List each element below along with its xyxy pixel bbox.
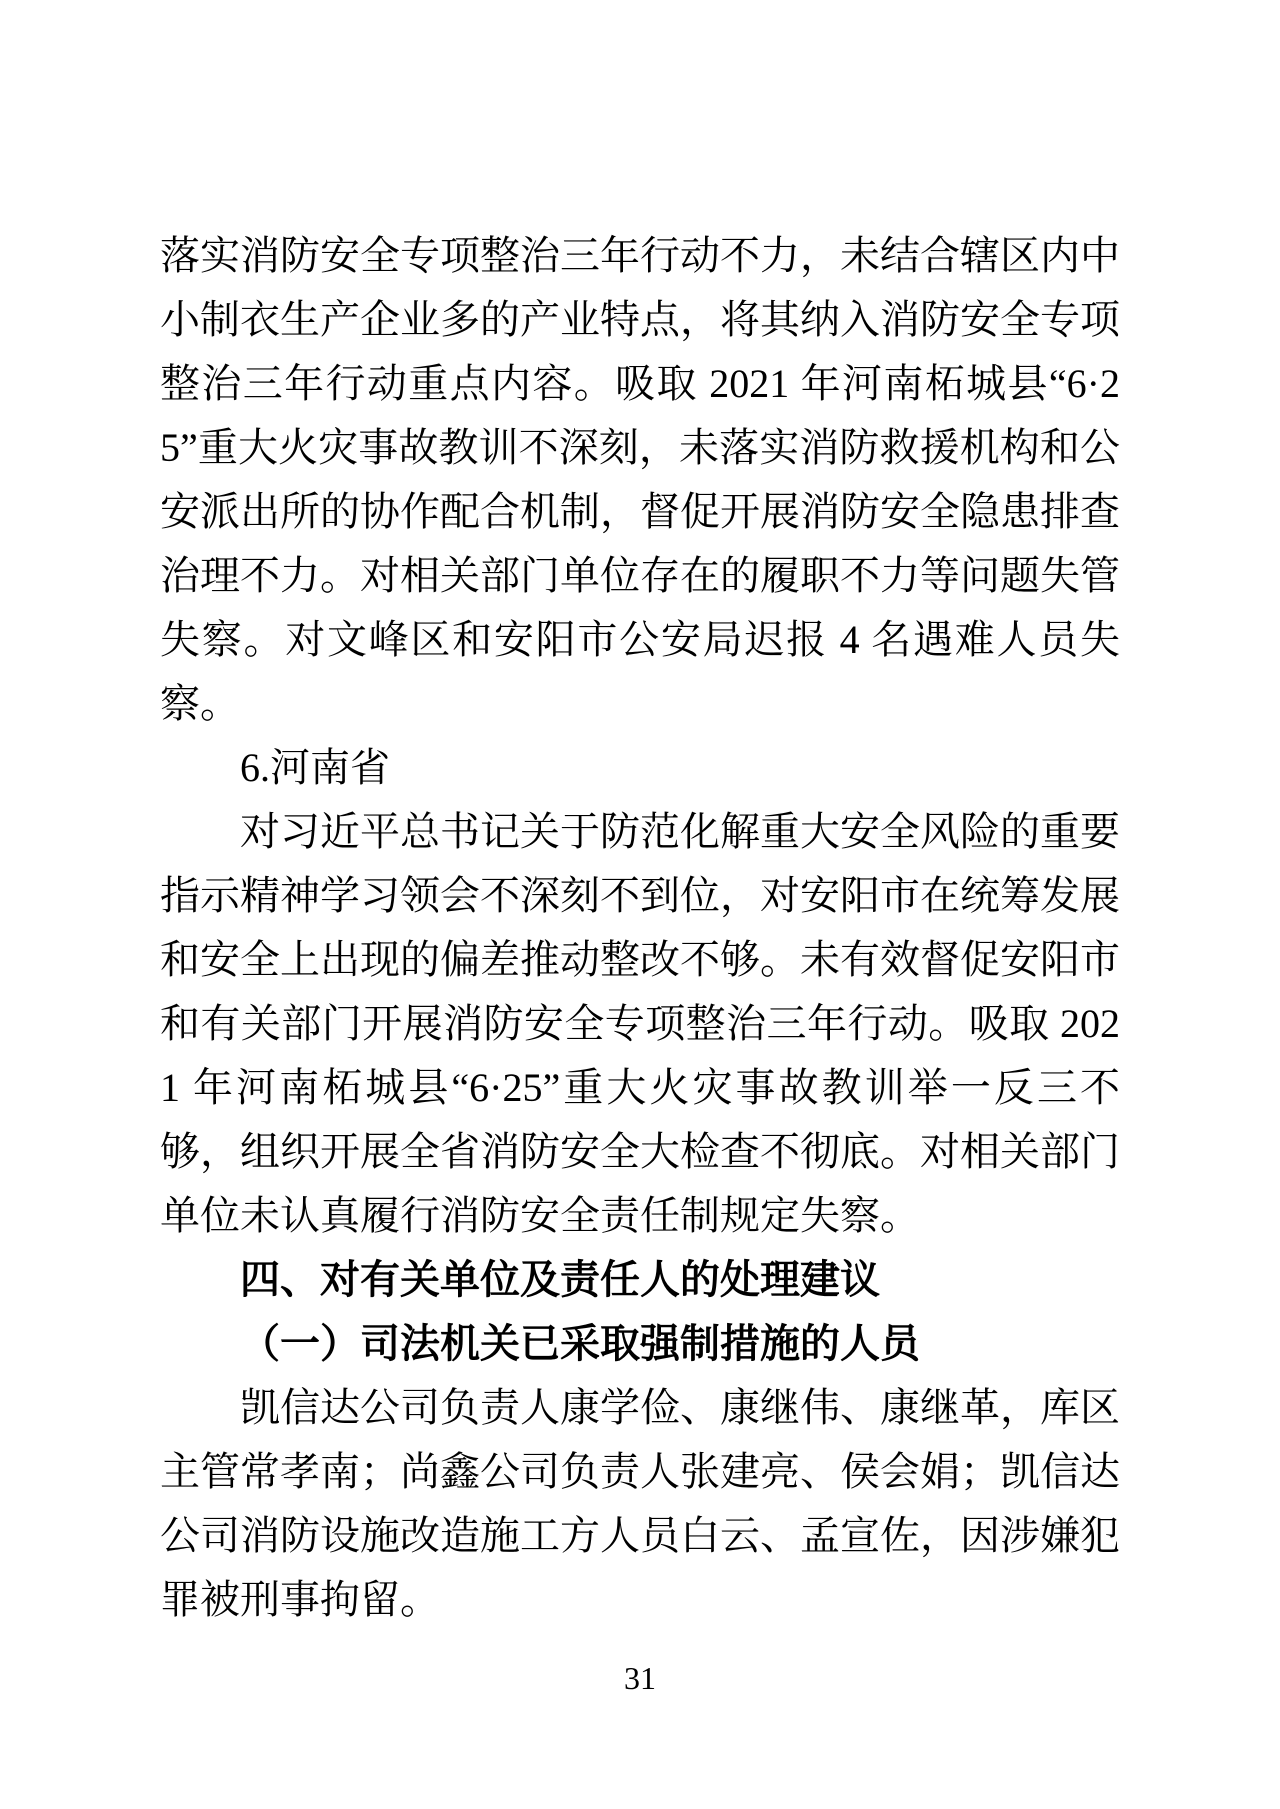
numbered-item-henan-province: 6.河南省 [240,745,390,790]
body-paragraph-continuation: 落实消防安全专项整治三年行动不力，未结合辖区内中小制衣生产企业多的产业特点，将其纳入消防安全专项整治三年行动重点内容。吸取 2021 年河南柘城县“6·25”重大火灾事故教训不深刻，未落实消防救援机构和公安派出所的协作配合机制，督促开展消防安全隐患排查治理不力。对相关部门单位存在的履职不力等问题失管失察。对文峰区和安阳市公安局迟报 4 名遇难人员失察。 [160,233,1120,726]
body-paragraph-henan-findings: 对习近平总书记关于防范化解重大安全风险的重要指示精神学习领会不深刻不到位，对安阳市在统筹发展和安全上出现的偏差推动整改不够。未有效督促安阳市和有关部门开展消防安全专项整治三年行动。吸取 2021 年河南柘城县“6·25”重大火灾事故教训举一反三不够，组织开展全省消防安全大检查不彻底。对相关部门单位未认真履行消防安全责任制规定失察。 [160,809,1120,1238]
body-paragraph-detained-persons: 凯信达公司负责人康学俭、康继伟、康继革，库区主管常孝南；尚鑫公司负责人张建亮、侯会娟；凯信达公司消防设施改造施工方人员白云、孟宣佐，因涉嫌犯罪被刑事拘留。 [160,1385,1120,1622]
subsection-heading-judicial-measures: （一）司法机关已采取强制措施的人员 [240,1321,920,1366]
page-number: 31 [624,1660,656,1696]
document-text-block [160,224,1120,1632]
section-heading-handling-suggestions: 四、对有关单位及责任人的处理建议 [240,1258,880,1302]
